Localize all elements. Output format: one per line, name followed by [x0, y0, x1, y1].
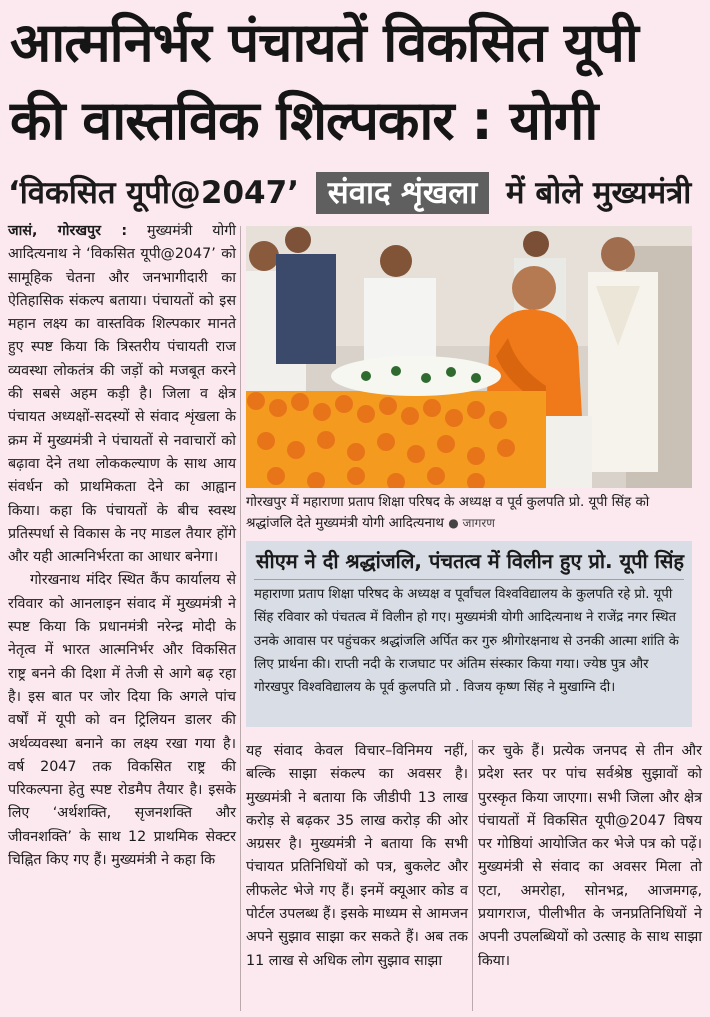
sidebar-story-body: महाराणा प्रताप शिक्षा परिषद के अध्यक्ष व पूर्वांचल विश्वविद्यालय के कुलपति रहे प्रो. यूपी सिंह रविवार को पंचतत्व में विलीन हो गए। मुख्यमंत्री योगी आदित्यनाथ ने राजेंद्र नगर स्थित उनके आवास पर पहुंचकर श्रद्धांजलि अर्पित कर गुरु श्रीगोरक्षनाथ से उनकी आत्मा शांति के लिए प्रार्थना की। राप्ती नदी के राजघाट पर अंतिम संस्कार किया गया। ज्येष्ठ पुत्र और गोरखपुर विश्वविद्यालय के पूर्व कुलपति प्रो . विजय कृष्ण सिंह ने मुखाग्नि दी। [254, 587, 679, 696]
article-text: मुख्यमंत्री योगी आदित्यनाथ ने ‘विकसित यूपी@2047’ को सामूहिक चेतना और जनभागीदारी का ऐतिहासिक संकल्प बताया। पंचायतों को इस महान लक्ष्य का वास्तविक शिल्पकार मानते हुए स्पष्ट किया कि त्रिस्तरीय पंचायती राज व्यवस्था लोकतंत्र की जड़ों को मजबूत करने की सबसे अहम कड़ी है। जिला व क्षेत्र पंचायत अध्यक्षों-सदस्यों से संवाद शृंखला के क्रम में मुख्यमंत्री ने पंचायतों से नवाचारों को बढ़ावा देने तथा लोककल्याण के साथ आय संवर्धन को प्राथमिकता देने का आह्वान किया। कहा कि पंचायतों के बीच स्वस्थ प्रतिस्पर्धा से विकास के नए माडल तैयार होंगे और यही आत्मनिर्भरता का आधार बनेगा। [8, 223, 237, 566]
article-paragraph: यह संवाद केवल विचार–विनिमय नहीं, बल्कि साझा संकल्प का अवसर है। मुख्यमंत्री ने बताया कि जीडीपी 13 लाख करोड़ से बढ़कर 35 लाख करोड़ की ओर अग्रसर है। मुख्यमंत्री ने बताया कि सभी पंचायत प्रतिनिधियों को पत्र, बुकलेट और लीफलेट भेजे गए हैं। इनमें क्यूआर कोड व पोर्टल उपलब्ध हैं। इसके माध्यम से आमजन अपने सुझाव साझा कर सकते हैं। अब तक 11 लाख से अधिक लोग सुझाव साझा [246, 743, 468, 969]
subheadline-boxed-label: संवाद शृंखला [316, 172, 489, 214]
photo-illustration [246, 226, 692, 488]
subheadline-lead: ‘विकसित यूपी@2047’ [8, 175, 299, 211]
photo-caption [246, 492, 696, 534]
article-column-2 [246, 740, 468, 973]
article-paragraph: कर चुके हैं। प्रत्येक जनपद से तीन और प्रदेश स्तर पर पांच सर्वश्रेष्ठ सुझावों को पुरस्कृत किया जाएगा। सभी जिला और क्षेत्र पंचायतों में विकसित यूपी@2047 विषय पर गोष्ठियां आयोजित कर भेजे पत्र को पढ़ें। मुख्यमंत्री से संवाद का अवसर मिला तो एटा, अमरोहा, सोनभद्र, आजमगढ़, प्रयागराज, पीलीभीत के जनप्रतिनिधियों ने अपनी उपलब्धियों को उत्साह के साथ साझा किया। [478, 743, 702, 969]
headline: आत्मनिर्भर पंचायतें विकसित यूपी की वास्तविक शिल्पकार : योगी [10, 11, 638, 152]
sidebar-story-box [246, 541, 692, 727]
column-divider [472, 740, 473, 1011]
column-divider [240, 226, 241, 1011]
sidebar-story-title: सीएम ने दी श्रद्धांजलि, पंचतत्व में विलीन हुए प्रो. यूपी सिंह [256, 549, 685, 573]
article-paragraph: गोरखनाथ मंदिर स्थित कैंप कार्यालय से रविवार को आनलाइन संवाद में मुख्यमंत्री ने स्पष्ट किया कि प्रधानमंत्री नरेन्द्र मोदी के नेतृत्व में भारत आत्मनिर्भर और विकसित राष्ट्र बनने की दिशा में तेजी से आगे बढ़ रहा है। इस बात पर जोर दिया कि अगले पांच वर्षों में यूपी को वन ट्रिलियन डालर की अर्थव्यवस्था बनाने का लक्ष्य रखा गया है। वर्ष 2047 तक विकसित राष्ट्र की परिकल्पना हेतु स्पष्ट रोडमैप तैयार है। इसके लिए ‘अर्थशक्ति, सृजनशक्ति और जीवनशक्ति’ के साथ 12 प्राथमिक सेक्टर चिह्नित किए गए हैं। मुख्यमंत्री ने कहा कि [8, 572, 236, 869]
news-photo [246, 226, 692, 488]
article-column-1 [8, 220, 236, 872]
subheadline [8, 170, 708, 216]
sidebar-divider [254, 579, 684, 580]
photo-caption-text: गोरखपुर में महाराणा प्रताप शिक्षा परिषद के अध्यक्ष व पूर्व कुलपति प्रो. यूपी सिंह को श्रद्धांजलि देते मुख्यमंत्री योगी आदित्यनाथ [246, 495, 650, 531]
article-column-3 [478, 740, 702, 973]
subheadline-tail: में बोले मुख्यमंत्री [506, 175, 692, 211]
photo-source: ● जागरण [448, 516, 495, 530]
article-paragraph [8, 220, 236, 569]
dateline: जासं, गोरखपुर : [8, 223, 128, 239]
